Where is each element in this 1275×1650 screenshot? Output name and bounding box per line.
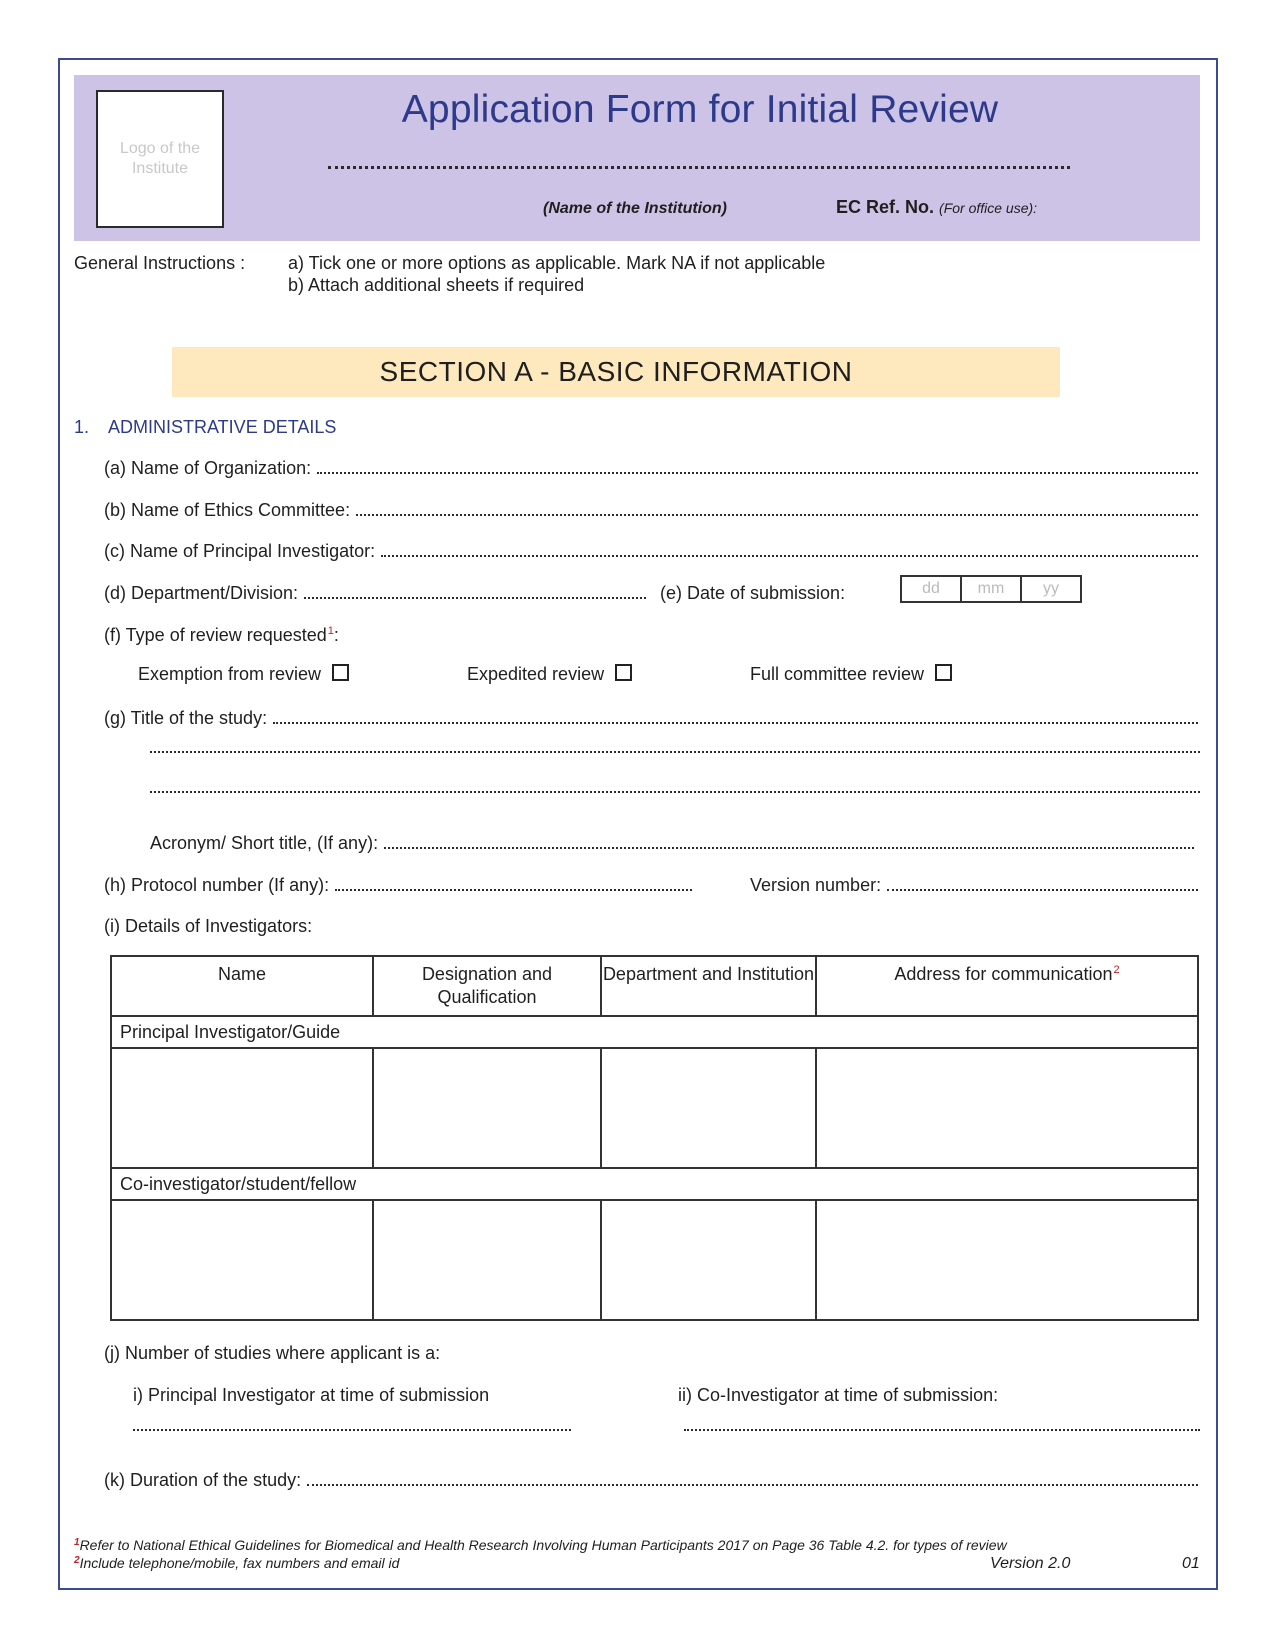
acronym-row	[150, 833, 1194, 854]
form-title: Application Form for Initial Review	[401, 88, 999, 131]
investigators-label: (i) Details of Investigators:	[104, 916, 313, 936]
studies-row	[104, 1343, 440, 1364]
date-year-input[interactable]: yy	[1043, 580, 1059, 597]
table-group-row	[111, 1016, 1198, 1048]
exemption-checkbox[interactable]	[332, 664, 349, 681]
table-header-row	[111, 956, 1198, 1016]
date-row	[660, 583, 845, 604]
option-expedited	[467, 663, 632, 685]
pi-row	[104, 541, 1198, 562]
studies-coi-input-row	[684, 1428, 1200, 1431]
table-row	[111, 1048, 1198, 1168]
study-title-input[interactable]	[273, 721, 1198, 724]
footnote-2	[74, 1555, 399, 1571]
pi-name-cell[interactable]	[111, 1048, 373, 1168]
instruction-b: b) Attach additional sheets if required	[288, 275, 585, 295]
review-type-colon: :	[333, 625, 339, 645]
study-title-input-2[interactable]	[150, 750, 1200, 753]
review-type-label: (f) Type of review requested	[104, 625, 327, 645]
date-month-input[interactable]: mm	[962, 577, 1022, 601]
expedited-checkbox[interactable]	[615, 664, 632, 681]
admin-heading-text: ADMINISTRATIVE DETAILS	[108, 417, 337, 437]
study-title-label: (g) Title of the study:	[104, 708, 268, 728]
institution-label: (Name of the Institution)	[543, 200, 727, 217]
ec-ref-text: EC Ref. No.	[836, 197, 935, 217]
org-label: (a) Name of Organization:	[104, 458, 312, 478]
table-group-row	[111, 1168, 1198, 1200]
footnote-2-text: Include telephone/mobile, fax numbers and email id	[79, 1555, 400, 1571]
ethics-input[interactable]	[356, 513, 1198, 516]
option-expedited-label: Expedited review	[467, 664, 605, 684]
acronym-input[interactable]	[384, 846, 1194, 849]
page-number: 01	[1182, 1555, 1200, 1572]
coi-name-cell[interactable]	[111, 1200, 373, 1320]
protocol-input[interactable]	[335, 888, 692, 891]
footnote-ref-1: 1	[327, 625, 334, 637]
option-exemption	[138, 663, 349, 685]
studies-label: (j) Number of studies where applicant is a:	[104, 1343, 441, 1363]
studies-pi-label: i) Principal Investigator at time of submission	[133, 1385, 490, 1405]
pi-designation-cell[interactable]	[373, 1048, 601, 1168]
org-input[interactable]	[317, 471, 1198, 474]
col-header-designation: Designation and Qualification	[373, 956, 601, 1016]
duration-label: (k) Duration of the study:	[104, 1470, 302, 1490]
study-title-input-3[interactable]	[150, 790, 1200, 793]
studies-coi-input[interactable]	[684, 1428, 1200, 1431]
group-label-pi: Principal Investigator/Guide	[111, 1016, 1198, 1048]
studies-pi-input-row	[133, 1428, 571, 1431]
date-day-input[interactable]: dd	[902, 577, 962, 601]
dept-label: (d) Department/Division:	[104, 583, 299, 603]
investigators-table	[110, 955, 1199, 1321]
dept-input[interactable]	[304, 596, 646, 599]
investigators-row	[104, 916, 312, 937]
ec-ref-label	[836, 197, 1037, 218]
coi-department-cell[interactable]	[601, 1200, 816, 1320]
version-label: Version 2.0	[990, 1555, 1071, 1572]
footnote-1	[74, 1537, 1007, 1553]
version-input[interactable]	[887, 888, 1198, 891]
review-type-row	[104, 625, 339, 646]
studies-pi-input[interactable]	[133, 1428, 571, 1431]
logo-placeholder: Logo of the Institute	[96, 90, 224, 228]
full-committee-checkbox[interactable]	[935, 664, 952, 681]
pi-address-cell[interactable]	[816, 1048, 1198, 1168]
study-title-row	[104, 708, 1198, 729]
ethics-row	[104, 500, 1198, 521]
col-header-address-text: Address for communication	[894, 964, 1113, 984]
footnote-1-mark: 1	[74, 1537, 80, 1548]
table-row	[111, 1200, 1198, 1320]
coi-address-cell[interactable]	[816, 1200, 1198, 1320]
coi-designation-cell[interactable]	[373, 1200, 601, 1320]
pi-department-cell[interactable]	[601, 1048, 816, 1168]
version-row	[750, 875, 1198, 896]
ec-ref-note: (For office use):	[939, 200, 1038, 216]
protocol-label: (h) Protocol number (If any):	[104, 875, 330, 895]
section-a-title: SECTION A - BASIC INFORMATION	[172, 347, 1060, 397]
study-title-line-2	[150, 750, 1200, 753]
study-title-line-3	[150, 790, 1200, 793]
footnote-ref-2: 2	[1113, 964, 1120, 976]
footnote-1-text: Refer to National Ethical Guidelines for Biomedical and Health Research Involving Human Participants 2017 on Page 36 Table 4.2. for types of review	[79, 1537, 1007, 1553]
option-full-committee	[750, 663, 952, 685]
pi-input[interactable]	[381, 554, 1198, 557]
duration-row	[104, 1470, 1198, 1491]
studies-coi-row	[678, 1385, 998, 1406]
version-label: Version number:	[750, 875, 882, 895]
admin-number: 1.	[74, 417, 90, 437]
option-exemption-label: Exemption from review	[138, 664, 322, 684]
admin-heading	[74, 417, 336, 438]
duration-input[interactable]	[307, 1483, 1198, 1486]
dept-row	[104, 583, 646, 604]
instructions-label: General Instructions :	[74, 253, 246, 273]
studies-coi-label: ii) Co-Investigator at time of submission:	[678, 1385, 999, 1405]
studies-pi-row	[133, 1385, 489, 1406]
footnote-2-mark: 2	[74, 1555, 80, 1566]
institution-name-field[interactable]	[328, 166, 1070, 169]
option-full-label: Full committee review	[750, 664, 925, 684]
org-row	[104, 458, 1198, 479]
date-label: (e) Date of submission:	[660, 583, 846, 603]
col-header-address	[816, 956, 1198, 1016]
acronym-label: Acronym/ Short title, (If any):	[150, 833, 379, 853]
ethics-label: (b) Name of Ethics Committee:	[104, 500, 351, 520]
group-label-coi: Co-investigator/student/fellow	[111, 1168, 1198, 1200]
pi-label: (c) Name of Principal Investigator:	[104, 541, 376, 561]
date-input-group	[900, 575, 1082, 603]
col-header-department: Department and Institution	[601, 956, 816, 1016]
col-header-name: Name	[111, 956, 373, 1016]
protocol-row	[104, 875, 692, 896]
instruction-a: a) Tick one or more options as applicable. Mark NA if not applicable	[288, 253, 826, 273]
